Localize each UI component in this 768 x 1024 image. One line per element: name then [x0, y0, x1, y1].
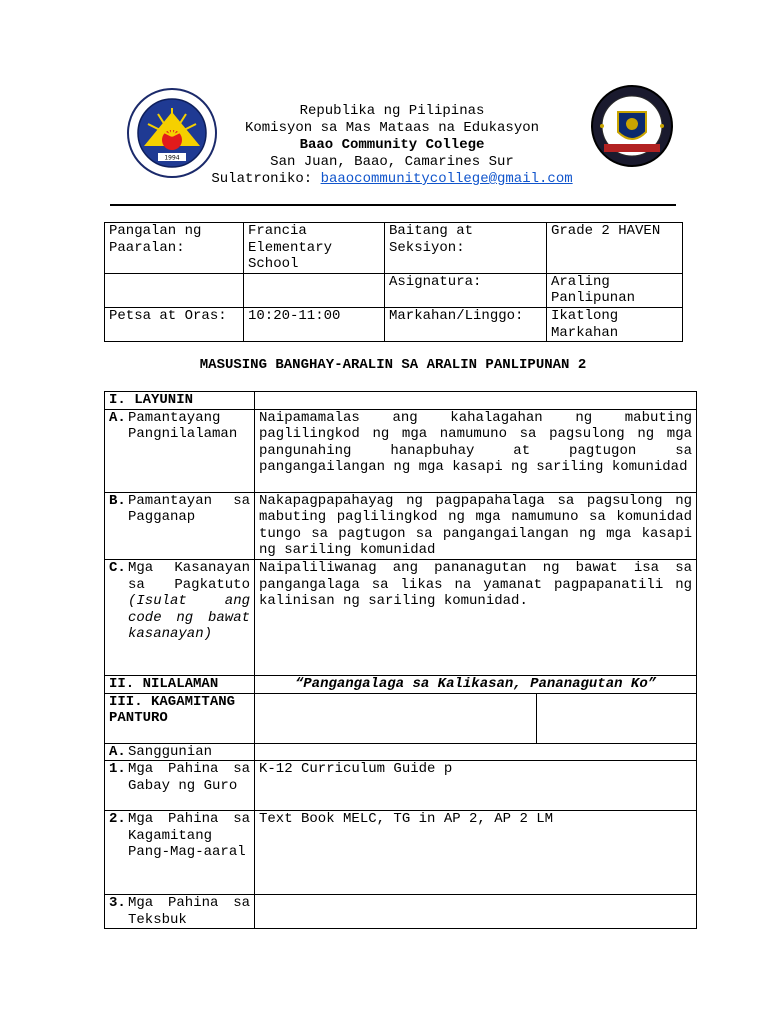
item-marker: 1. — [109, 761, 126, 778]
learning-competencies-value: Naipaliliwanag ang pananagutan ng bawat isa sa pangangalaga sa likas na yamanat pagpapanatili ng kalinisan ng sariling komunidad. — [255, 559, 697, 675]
performance-standard-value: Nakapagpapahayag ng pagpapahalaga sa pagsulong ng mabuting paglilingkod ng mga namumuno sa komunidad tungo sa pagtugon sa pangangailangan ng mga kasapi ng sariling komunidad — [255, 492, 697, 559]
teacher-guide-pages-value: K-12 Curriculum Guide p — [255, 761, 697, 811]
email-link[interactable]: baaocommunitycollege@gmail.com — [320, 171, 573, 187]
grade-section-value: Grade 2 HAVEN — [547, 223, 683, 274]
quarter-week-label: Markahan/Linggo: — [385, 307, 547, 341]
school-name-label: Pangalan ng Paaralan: — [105, 223, 244, 274]
header-email-line — [160, 171, 624, 188]
quarter-week-value: Ikatlong Markahan — [547, 307, 683, 341]
lesson-topic: “Pangangalaga sa Kalikasan, Pananagutan Ko” — [255, 675, 697, 693]
school-header — [160, 103, 624, 188]
item-marker: A. — [109, 409, 126, 426]
learner-material-pages-value: Text Book MELC, TG in AP 2, AP 2 LM — [255, 811, 697, 895]
item-marker: A. — [109, 743, 126, 760]
learning-competencies-label: C. Mga Kasanayan sa Pagkatuto (Isulat ang code ng bawat kasanayan) — [105, 559, 255, 675]
header-commission: Komisyon sa Mas Mataas na Edukasyon — [244, 120, 540, 136]
empty-cell — [255, 693, 537, 743]
empty-cell — [255, 392, 697, 410]
performance-standard-label: B. Pamantayan sa Pagganap — [105, 492, 255, 559]
date-time-value: 10:20-11:00 — [244, 307, 385, 341]
item-marker: 2. — [109, 811, 126, 828]
section-objectives-heading: I. LAYUNIN — [105, 392, 255, 410]
subject-label: Asignatura: — [385, 273, 547, 307]
lesson-plan-table — [104, 391, 697, 929]
svg-text:1994: 1994 — [164, 154, 180, 162]
empty-cell — [255, 743, 697, 761]
competency-note: (Isulat ang code ng bawat kasanayan) — [128, 593, 250, 643]
empty-cell — [105, 273, 244, 307]
email-label: Sulatroniko: — [211, 171, 321, 187]
empty-cell — [537, 693, 697, 743]
item-marker: 3. — [109, 895, 126, 912]
grade-section-label: Baitang at Seksiyon: — [385, 223, 547, 274]
item-marker: C. — [109, 559, 126, 576]
textbook-pages-label: 3. Mga Pahina sa Teksbuk — [105, 895, 255, 929]
textbook-pages-value — [255, 895, 697, 929]
header-address: San Juan, Baao, Camarines Sur — [270, 154, 514, 170]
item-marker: B. — [109, 492, 126, 509]
header-divider — [110, 204, 676, 206]
references-label: A. Sanggunian — [105, 743, 255, 761]
content-standard-label: A. Pamantayang Pangnilalaman — [105, 409, 255, 492]
header-republic: Republika ng Pilipinas — [299, 103, 485, 119]
section-content-heading: II. NILALAMAN — [105, 675, 255, 693]
section-materials-heading: III. KAGAMITANG PANTURO — [105, 693, 255, 743]
content-standard-value: Naipamamalas ang kahalagahan ng mabuting paglilingkod ng mga namumuno sa pagsulong ng mga pangunahing hanapbuhay at pagtugon sa pangangailangan ng mga kasapi ng sariling komunidad — [255, 409, 697, 492]
teacher-guide-pages-label: 1. Mga Pahina sa Gabay ng Guro — [105, 761, 255, 811]
empty-cell — [244, 273, 385, 307]
date-time-label: Petsa at Oras: — [105, 307, 244, 341]
lesson-plan-title: MASUSING BANGHAY-ARALIN SA ARALIN PANLIPUNAN 2 — [199, 357, 587, 373]
subject-value: Araling Panlipunan — [547, 273, 683, 307]
school-info-table — [104, 222, 683, 342]
learner-material-pages-label: 2. Mga Pahina sa Kagamitang Pang-Mag-aaral — [105, 811, 255, 895]
school-name-value: Francia Elementary School — [244, 223, 385, 274]
header-college-name: Baao Community College — [299, 137, 485, 153]
